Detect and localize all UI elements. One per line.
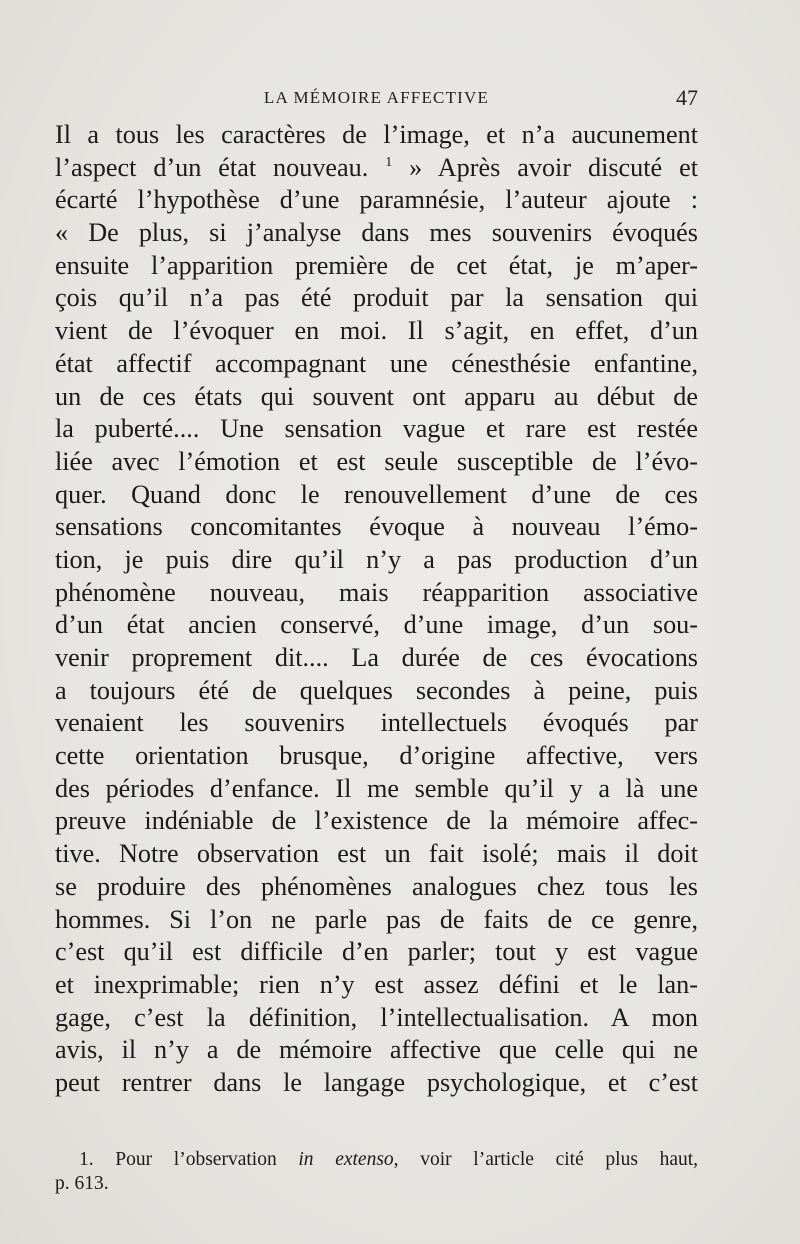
footnote-text: Pour l’observation xyxy=(115,1149,277,1170)
footnote xyxy=(55,1148,698,1196)
text-line: vient de l’évoquer en moi. Il s’agit, en effet, d’un xyxy=(55,316,698,346)
footnote-line: p. 613. xyxy=(55,1173,109,1194)
text-line: liée avec l’émotion et est seule susceptible de l’évo- xyxy=(55,446,698,476)
page-header xyxy=(55,85,698,112)
text-line: cette orientation brusque, d’origine affective, vers xyxy=(55,741,698,771)
footnote-italic-phrase: in extenso, xyxy=(298,1149,399,1170)
text-line-with-note-ref xyxy=(55,152,698,185)
running-title: LA MÉMOIRE AFFECTIVE xyxy=(263,88,490,107)
footnote-line xyxy=(55,1148,698,1172)
text-line: des périodes d’enfance. Il me semble qu’il y a là une xyxy=(55,773,698,803)
text-line: preuve indéniable de l’existence de la mémoire affec- xyxy=(55,806,698,836)
text-line: c’est qu’il est difficile d’en parler; tout y est vague xyxy=(55,937,698,967)
text-line: çois qu’il n’a pas été produit par la sensation qui xyxy=(55,283,698,313)
text-line: tive. Notre observation est un fait isolé; mais il doit xyxy=(55,839,698,869)
text-line: gage, c’est la définition, l’intellectualisation. A mon xyxy=(55,1002,698,1032)
text-line: venir proprement dit.... La durée de ces évocations xyxy=(55,643,698,672)
text-line: peut rentrer dans le langage psychologique, et c’est xyxy=(55,1067,698,1097)
text-line: quer. Quand donc le renouvellement d’une de ces xyxy=(55,479,698,509)
text-line: d’un état ancien conservé, d’une image, d’un sou- xyxy=(55,610,698,640)
text-line: hommes. Si l’on ne parle pas de faits de ce genre, xyxy=(55,904,698,934)
text-line: a toujours été de quelques secondes à peine, puis xyxy=(55,675,698,705)
text-segment: l’aspect d’un état nouveau. xyxy=(55,152,369,182)
text-line: écarté l’hypothèse d’une paramnésie, l’auteur ajoute : xyxy=(55,185,698,215)
page-number: 47 xyxy=(676,85,698,110)
footnote-text: voir l’article cité plus haut, xyxy=(420,1149,699,1170)
text-line: un de ces états qui souvent ont apparu au début de xyxy=(55,381,698,411)
text-line: phénomène nouveau, mais réapparition associative xyxy=(55,577,698,607)
text-line: tion, je puis dire qu’il n’y a pas production d’un xyxy=(55,544,698,574)
text-line: et inexprimable; rien n’y est assez défini et le lan- xyxy=(55,969,698,999)
footnote-number: 1. xyxy=(79,1149,94,1170)
text-line: venaient les souvenirs intellectuels évoqués par xyxy=(55,708,698,738)
text-line: « De plus, si j’analyse dans mes souvenirs évoqués xyxy=(55,218,698,248)
text-line: état affectif accompagnant une cénesthésie enfantine, xyxy=(55,348,698,378)
text-line: Il a tous les caractères de l’image, et n’a aucunement xyxy=(55,120,698,149)
text-line: avis, il n’y a de mémoire affective que celle qui ne xyxy=(55,1035,698,1065)
text-line: se produire des phénomènes analogues chez tous les xyxy=(55,871,698,901)
text-segment: » Après avoir discuté et xyxy=(409,152,698,182)
footnote-reference: 1 xyxy=(385,154,393,170)
text-line: la puberté.... Une sensation vague et rare est restée xyxy=(55,414,698,444)
text-line: sensations concomitantes évoque à nouveau l’émo- xyxy=(55,512,698,542)
body-text xyxy=(55,119,698,1100)
text-line: ensuite l’apparition première de cet état, je m’aper- xyxy=(55,250,698,280)
